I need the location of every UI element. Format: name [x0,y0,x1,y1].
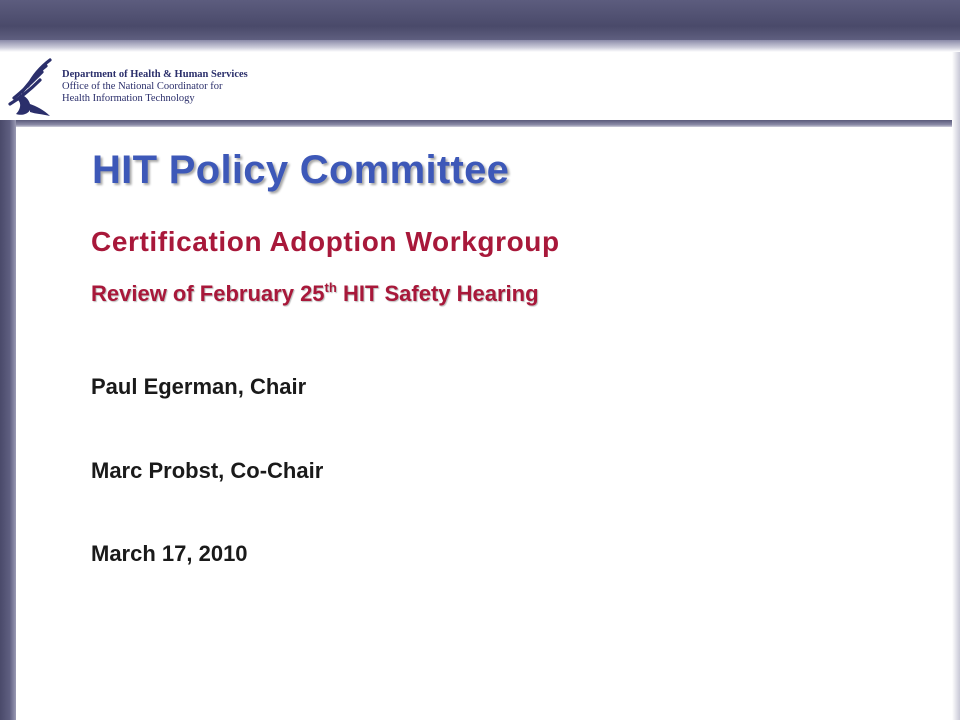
review-heading-prefix: Review of February 25 [91,281,325,306]
review-heading-suffix: HIT Safety Hearing [336,281,539,306]
right-frame-edge [952,52,960,720]
slide-title: HIT Policy Committee [92,148,510,192]
logo-office-line-1: Office of the National Coordinator for [62,81,223,92]
hhs-eagle-icon [6,56,58,118]
logo-department: Department of Health & Human Services [62,69,248,80]
presentation-date: March 17, 2010 [91,541,248,566]
top-frame-bevel [0,40,960,52]
hhs-logo [6,56,248,118]
chair-name: Paul Egerman, Chair [91,374,307,399]
review-heading [91,280,539,307]
review-heading-ordinal: th [324,280,337,295]
logo-wordmark [62,69,248,105]
co-chair-name: Marc Probst, Co-Chair [91,458,324,483]
logo-office-line-2: Health Information Technology [62,93,195,104]
header-divider [0,120,960,127]
left-frame-bar [0,120,16,720]
slide-subtitle: Certification Adoption Workgroup [91,226,560,257]
